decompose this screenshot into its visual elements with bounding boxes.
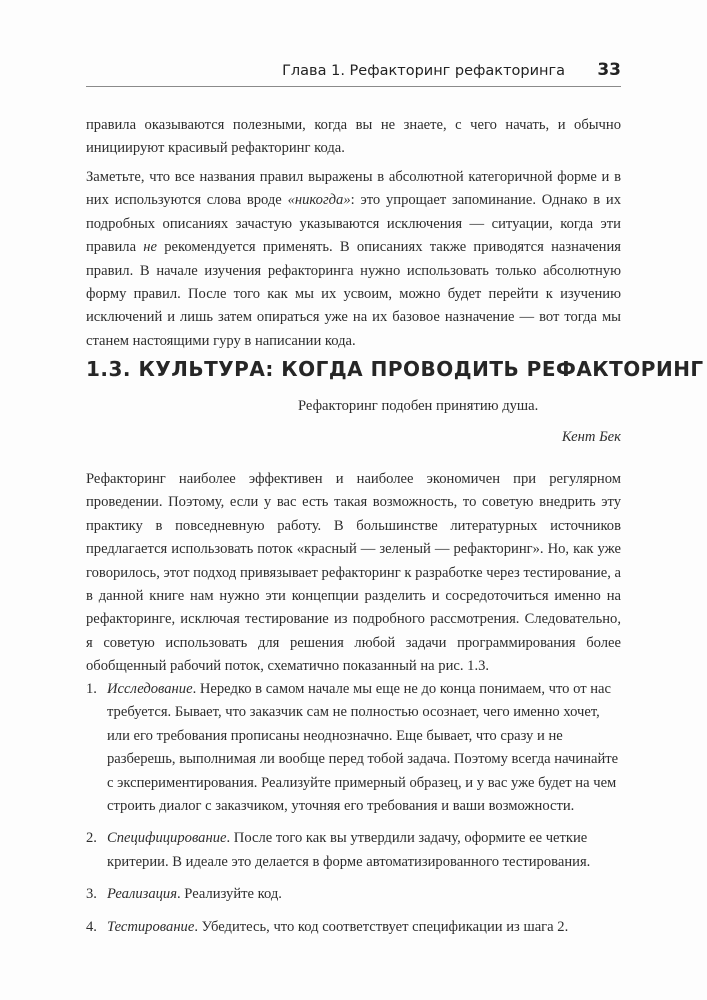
list-item-number: 1.: [86, 681, 97, 697]
list-item-number: 2.: [86, 830, 97, 847]
paragraph-2: [86, 166, 621, 353]
chapter-title: Глава 1. Рефакторинг рефакторинга: [282, 63, 565, 79]
section-heading: 1.3. КУЛЬТУРА: КОГДА ПРОВОДИТЬ РЕФАКТОРИНГ: [86, 357, 704, 381]
list-item: [86, 678, 621, 818]
list-item-text: . Убедитесь, что код соответствует спецификации из шага 2.: [194, 918, 569, 935]
list-item: [86, 827, 621, 874]
list-item: [86, 883, 621, 906]
list-item-text: . Нередко в самом начале мы еще не до конца понимаем, что от нас требуется. Бывает, что заказчик сам не полностью осознает, чего именно хочет, или его требования прописаны неоднозначно. Еще бывает, что сразу и не разберешь, выполнимая ли вообще перед тобой задача. Поэтому всегда начинайте с экспериментирования. Реализуйте примерный образец, и у вас уже будет на чем строить диалог с заказчиком, уточняя его требования и ваши возможности.: [107, 681, 619, 815]
paragraph-1-text: правила оказываются полезными, когда вы не знаете, с чего начать, и обычно инициируют красивый рефакторинг кода.: [86, 117, 621, 157]
paragraph-2-emphasis-not: не: [143, 239, 157, 256]
epigraph-author: Кент Бек: [561, 429, 621, 445]
list-item-term: Специфицирование: [107, 830, 227, 847]
list-item-number: 3.: [86, 886, 97, 903]
epigraph-quote: Рефакторинг подобен принятию душа.: [298, 398, 539, 414]
workflow-steps-list: [86, 678, 621, 948]
page-number: 33: [597, 60, 621, 80]
paragraph-3: [86, 468, 621, 679]
paragraph-2-text: [86, 166, 621, 353]
list-item-number: 4.: [86, 918, 97, 935]
paragraph-1: [86, 114, 621, 161]
paragraph-3-text: Рефакторинг наиболее эффективен и наиболее экономичен при регулярном проведении. Поэтому, если у вас есть такая возможность, то советую внедрить эту практику в повседневную работу. В большинстве литературных источников предлагается использовать поток «красный — зеленый — рефакторинг». Но, как уже говорилось, этот подход привязывает рефакторинг к разработке через тестирование, а в данной книге нам нужно эти концепции разделить и сосредоточиться именно на рефакторинге, исключая тестирование из подробного рассмотрения. Следовательно, я советую использовать для решения любой задачи программирования более обобщенный рабочий поток, схематично показанный на рис. 1.3.: [86, 471, 621, 675]
list-item-term: Реализация: [107, 886, 177, 903]
list-item: [86, 916, 621, 939]
running-header: [86, 60, 621, 87]
paragraph-2-part-a: Заметьте, что все названия правил выражены в абсолютной категоричной форме и в них используются слова вроде: [86, 169, 621, 209]
paragraph-2-emphasis-never: «никогда»: [287, 192, 351, 209]
list-item-text: . Реализуйте код.: [177, 886, 282, 903]
list-item-term: Исследование: [107, 681, 193, 697]
list-item-text: . После того как вы утвердили задачу, оформите ее четкие критерии. В идеале это делается в форме автоматизированного тестирования.: [107, 830, 591, 870]
list-item-term: Тестирование: [107, 918, 195, 935]
paragraph-2-part-c: рекомендуется применять. В описаниях также приводятся назначения правил. В начале изучения рефакторинга нужно использовать только абсолютную форму правил. После того как мы их усвоим, можно будет перейти к изучению исключений и лишь затем опираться уже на их базовое назначение — вот тогда мы станем настоящими гуру в написании кода.: [86, 239, 621, 349]
paragraph-2-part-b: : это упрощает запоминание. Однако в их подробных описаниях зачастую указываются исключения — ситуации, когда эти правила: [86, 192, 622, 256]
